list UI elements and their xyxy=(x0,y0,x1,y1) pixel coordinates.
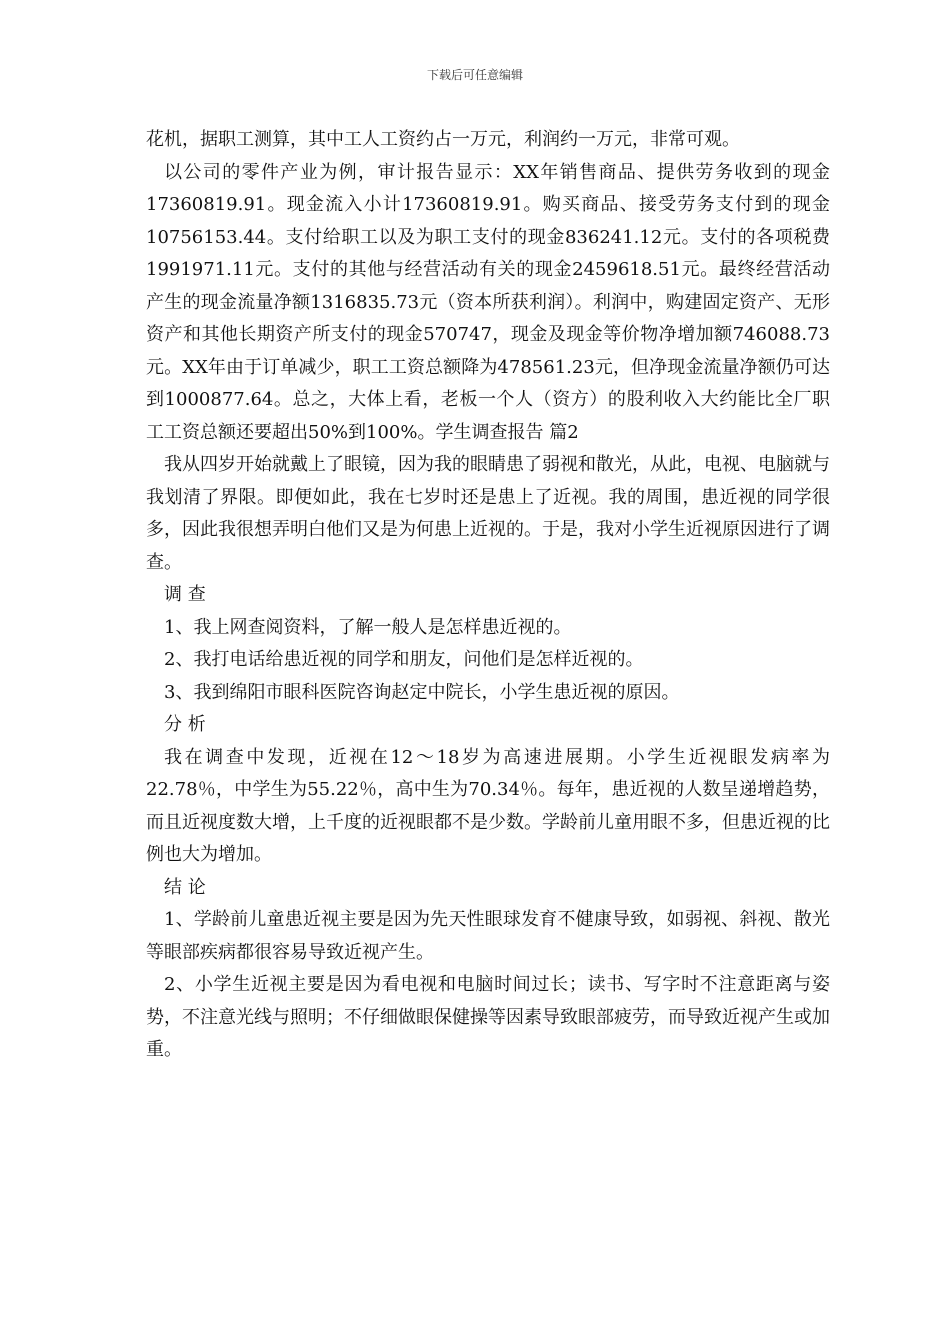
section-heading-analysis: 分 析 xyxy=(164,714,206,735)
list-item: 2、我打电话给患近视的同学和朋友，问他们是怎样近视的。 xyxy=(164,649,644,670)
paragraph: 花机，据职工测算，其中工人工资约占一万元，利润约一万元，非常可观。 xyxy=(146,129,740,150)
paragraph: 我在调查中发现，近视在12～18岁为高速进展期。小学生近视眼发病率为22.78％，中学生为55.22％，高中生为70.34％。每年，患近视的人数呈递增趋势，而且近视度数大增，上千度的近视眼都不是少数。学龄前儿童用眼不多，但患近视的比例也大为增加。 xyxy=(146,746,830,865)
page-header-note: 下载后可任意编辑 xyxy=(426,68,523,82)
document-body xyxy=(146,124,830,1067)
list-item: 1、学龄前儿童患近视主要是因为先天性眼球发育不健康导致，如弱视、斜视、散光等眼部疾病都很容易导致近视产生。 xyxy=(146,909,830,963)
list-item: 2、小学生近视主要是因为看电视和电脑时间过长；读书、写字时不注意距离与姿势，不注意光线与照明；不仔细做眼保健操等因素导致眼部疲劳，而导致近视产生或加重。 xyxy=(146,974,830,1060)
section-heading-conclusion: 结 论 xyxy=(164,876,206,898)
list-item: 1、我上网查阅资料，了解一般人是怎样患近视的。 xyxy=(164,616,572,638)
paragraph: 以公司的零件产业为例，审计报告显示：XX年销售商品、提供劳务收到的现金17360819.91。现金流入小计17360819.91。购买商品、接受劳务支付到的现金10756153.44。支付给职工以及为职工支付的现金836241.12元。支付的各项税费1991971.11元。支付的其他与经营活动有关的现金2459618.51元。最终经营活动产生的现金流量净额1316835.73元（资本所获利润）。利润中，购建固定资产、无形资产和其他长期资产所支付的现金570747，现金及现金等价物净增加额746088.73元。XX年由于订单减少，职工工资总额降为478561.23元，但净现金流量净额仍可达到1000877.64。总之，大体上看，老板一个人（资方）的股利收入大约能比全厂职工工资总额还要超出50%到100%。学生调查报告 篇2 xyxy=(146,161,830,443)
list-item: 3、我到绵阳市眼科医院咨询赵定中院长，小学生患近视的原因。 xyxy=(164,681,680,703)
section-heading-survey: 调 查 xyxy=(164,584,206,605)
paragraph: 我从四岁开始就戴上了眼镜，因为我的眼睛患了弱视和散光，从此，电视、电脑就与我划清了界限。即便如此，我在七岁时还是患上了近视。我的周围，患近视的同学很多，因此我很想弄明白他们又是为何患上近视的。于是，我对小学生近视原因进行了调查。 xyxy=(146,454,830,573)
